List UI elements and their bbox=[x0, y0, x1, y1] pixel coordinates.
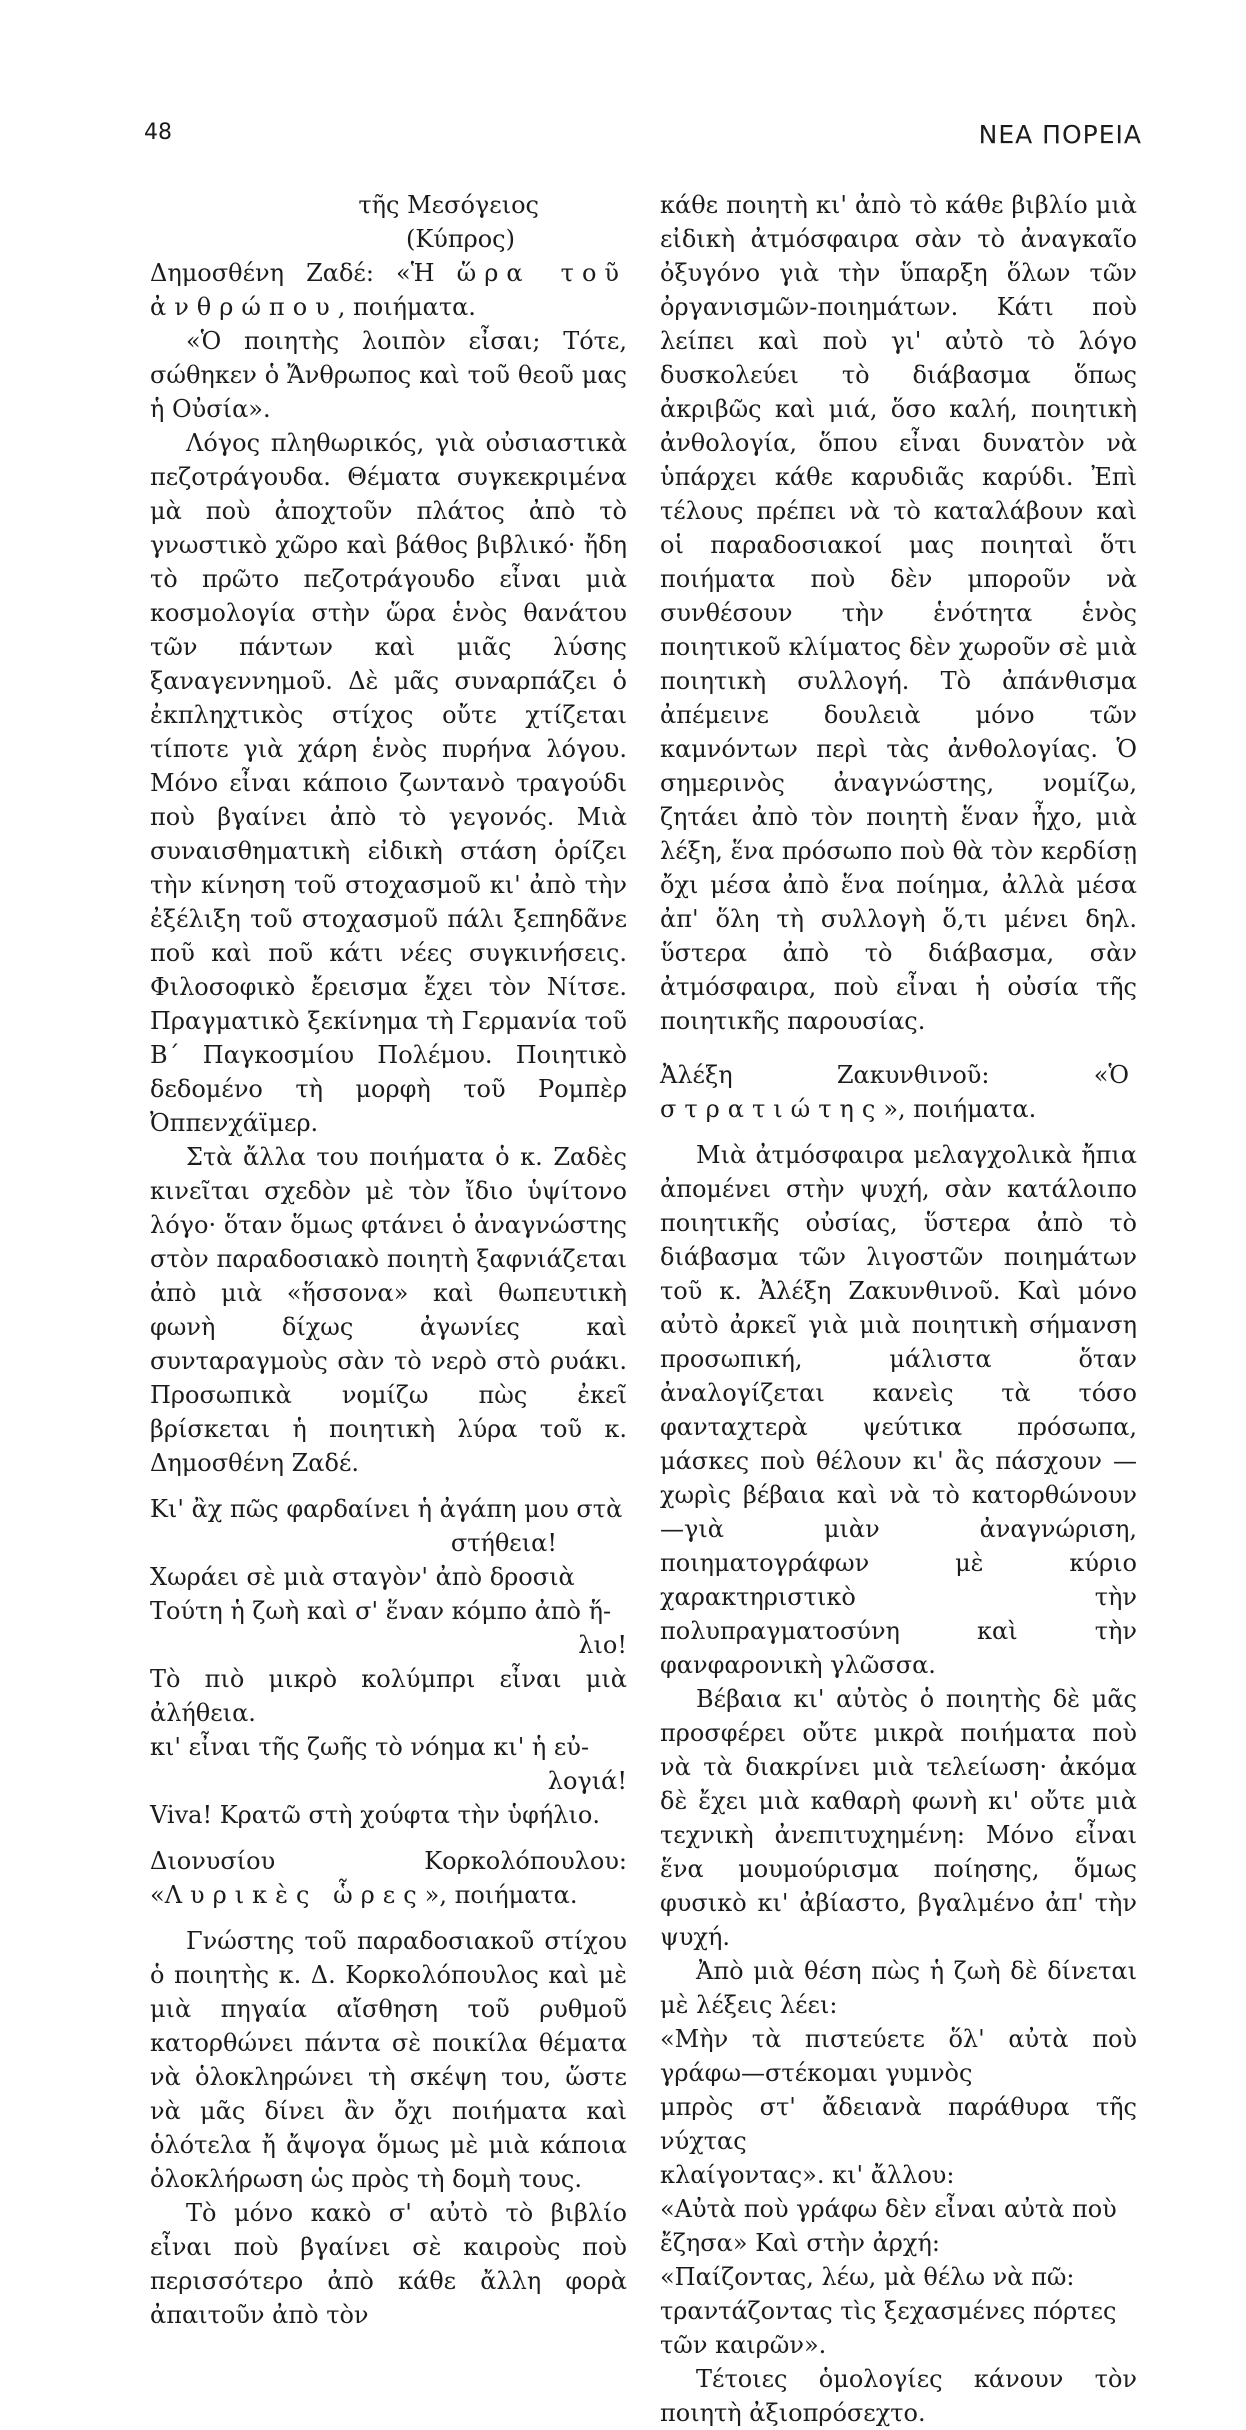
body-paragraph: Στὰ ἄλλα του ποιήματα ὁ κ. Ζαδὲς κινεῖται σχεδὸν μὲ τὸν ἴδιο ὑψίτονο λόγο· ὅταν ὅμως φτάνει ὁ ἀναγνώστης στὸν παραδοσιακὸ ποιητὴ ξαφνιάζεται ἀπὸ μιὰ «ἥσσονα» καὶ θωπευτικὴ φωνὴ δίχως ἀγωνίες καὶ συνταραγμοὺς σὰν τὸ νερὸ στὸ ρυάκι. Προσωπικὰ νομίζω πὼς ἐκεῖ βρίσκεται ἡ ποιητικὴ λύρα τοῦ κ. Δημοσθένη Ζαδέ. bbox=[150, 1143, 627, 1477]
verse-line: λογιά! bbox=[547, 1767, 627, 1795]
author-label: Ἀλέξη Ζακυνθινοῦ: « bbox=[660, 1061, 1109, 1089]
verse-line: τῶν καιρῶν». bbox=[660, 2331, 827, 2359]
body-paragraph: Τὸ μόνο κακὸ σ' αὐτὸ τὸ βιβλίο εἶναι ποὺ βγαίνει σὲ καιροὺς ποὺ περισσότερο ἀπὸ κάθε ἄλλη φορὰ ἀπαιτοῦν ἀπὸ τὸν bbox=[150, 2199, 627, 2329]
verse-line: Χωράει σὲ μιὰ σταγὸν' ἀπὸ δροσιὰ bbox=[150, 1563, 575, 1591]
verse-line: «Παίζοντας, λέω, μὰ θέλω νὰ πῶ: bbox=[660, 2263, 1075, 2291]
heading-suffix: », ποιήματα. bbox=[883, 1095, 1037, 1123]
author-label: Δημοσθένη Ζαδέ: «Ἡ bbox=[150, 259, 435, 287]
review-heading-korkolopoulos bbox=[150, 1844, 627, 1912]
body-paragraph: Τέτοιες ὁμολογίες κάνουν τὸν ποιητὴ ἀξιοπρόσεχτο. bbox=[660, 2365, 1137, 2427]
review-heading-zakynthinos bbox=[660, 1058, 1137, 1126]
verse-line: Κι' ἂχ πῶς φαρδαίνει ἡ ἀγάπη μου στὰ bbox=[150, 1495, 623, 1523]
verse-line: μπρὸς στ' ἄδειανὰ παράθυρα τῆς νύχτας bbox=[660, 2093, 1137, 2155]
heading-suffix: », ποιήματα. bbox=[424, 1881, 578, 1909]
body-paragraph: Βέβαια κι' αὐτὸς ὁ ποιητὴς δὲ μᾶς προσφέρει οὔτε μικρὰ ποιήματα ποὺ νὰ τὰ διακρίνει μιὰ τελείωση· ἀκόμα δὲ ἔχει μιὰ καθαρὴ φωνὴ κι' οὔτε μιὰ τεχνικὴ ἀνεπιτυχημένη: Μόνο εἶναι ἕνα μουμούρισμα ποίησης, ὅμως φυσικὸ κι' ἀβίαστο, βγαλμένο ἀπ' τὴν ψυχή. bbox=[660, 1685, 1137, 1951]
verse-line: τραντάζοντας τὶς ξεχασμένες πόρτες bbox=[660, 2297, 1117, 2325]
heading-suffix: , ποιήματα. bbox=[337, 293, 476, 321]
page-number: 48 bbox=[144, 120, 172, 145]
verse-line: «Μὴν τὰ πιστεύετε ὅλ' αὐτὰ ποὺ γράφω—στέκομαι γυμνὸς bbox=[660, 2025, 1137, 2087]
book-title: Ὁ στρατιώτης bbox=[660, 1061, 1137, 1123]
review-heading-zade bbox=[150, 256, 627, 324]
right-column bbox=[660, 188, 1137, 2430]
verse-line: Viva! Κρατῶ στὴ χούφτα τὴν ὑφήλιο. bbox=[150, 1801, 600, 1829]
quote-paragraph: «Ὁ ποιητὴς λοιπὸν εἶσαι; Τότε, σώθηκεν ὁ Ἄνθρωπος καὶ τοῦ θεοῦ μας ἡ Οὐσία». bbox=[150, 327, 627, 423]
body-paragraph: κάθε ποιητὴ κι' ἀπὸ τὸ κάθε βιβλίο μιὰ εἰδικὴ ἀτμόσφαιρα σὰν τὸ ἀναγκαῖο ὀξυγόνο γιὰ τὴν ὕπαρξη ὅλων τῶν ὀργανισμῶν-ποιημάτων. Κάτι ποὺ λείπει καὶ ποὺ γι' αὐτὸ τὸ λόγο δυσκολεύει τὸ διάβασμα ὅπως ἀκριβῶς καὶ μιά, ὅσο καλή, ποιητικὴ ἀνθολογία, ὅπου εἶναι δυνατὸν νὰ ὑπάρχει κάθε καρυδιᾶς καρύδι. Ἐπὶ τέλους πρέπει νὰ τὸ καταλάβουν καὶ οἱ παραδοσιακοί μας ποιηταὶ ὅτι ποιήματα ποὺ δὲν μποροῦν νὰ συνθέσουν τὴν ἑνότητα ἑνὸς ποιητικοῦ κλίματος δὲν χωροῦν σὲ μιὰ ποιητικὴ συλλογή. Τὸ ἀπάνθισμα ἀπέμεινε δουλειὰ μόνο τῶν καμνόντων περὶ τὰς ἀνθολογίας. Ὁ σημερινὸς ἀναγνώστης, νομίζω, ζητάει ἀπὸ τὸν ποιητὴ ἕναν ἦχο, μιὰ λέξη, ἕνα πρόσωπο ποὺ θὰ τὸν κερδίσῃ ὄχι μέσα ἀπὸ ἕνα ποίημα, ἀλλὰ μέσα ἀπ' ὅλη τὴ συλλογὴ ὅ,τι μένει δηλ. ὕστερα ἀπὸ τὸ διάβασμα, σὰν ἀτμόσφαιρα, ποὺ εἶναι ἡ οὐσία τῆς ποιητικῆς παρουσίας. bbox=[660, 191, 1137, 1035]
left-column bbox=[150, 188, 627, 2332]
verse-line: ἔζησα» Καὶ στὴν ἀρχή: bbox=[660, 2229, 940, 2257]
verse-line: Τούτη ἡ ζωὴ καὶ σ' ἕναν κόμπο ἀπὸ ἥ- bbox=[150, 1597, 612, 1625]
journal-title: ΝΕΑ ΠΟΡΕΙΑ bbox=[978, 120, 1142, 149]
page-header bbox=[144, 120, 1142, 160]
origin-line: τῆς Μεσόγειος bbox=[358, 191, 539, 219]
verse-line: κλαίγοντας». κι' ἄλλου: bbox=[660, 2161, 955, 2189]
book-title: Λυρικὲς ὧρες bbox=[164, 1881, 425, 1909]
verse-line: «Αὐτὰ ποὺ γράφω δὲν εἶναι αὐτὰ ποὺ bbox=[660, 2195, 1117, 2223]
verse-line: κι' εἶναι τῆς ζωῆς τὸ νόημα κι' ἡ εὐ- bbox=[150, 1733, 590, 1761]
book-title: ὥρα τοῦ ἀνθρώπου bbox=[150, 259, 627, 321]
body-paragraph: Ἀπὸ μιὰ θέση πὼς ἡ ζωὴ δὲ δίνεται μὲ λέξεις λέει: bbox=[660, 1957, 1137, 2019]
author-label: Διονυσίου Κορκολόπουλου: « bbox=[150, 1847, 627, 1909]
origin-line: (Κύπρος) bbox=[405, 225, 515, 253]
verse-line: Τὸ πιὸ μικρὸ κολύμπρι εἶναι μιὰ ἀλήθεια. bbox=[150, 1665, 627, 1727]
body-paragraph: Μιὰ ἀτμόσφαιρα μελαγχολικὰ ἤπια ἀπομένει στὴν ψυχή, σὰν κατάλοιπο ποιητικῆς οὐσίας, ὕστερα ἀπὸ τὸ διάβασμα τῶν λιγοστῶν ποιημάτων τοῦ κ. Ἀλέξη Ζακυνθινοῦ. Καὶ μόνο αὐτὸ ἀρκεῖ γιὰ μιὰ ποιητικὴ σήμανση προσωπική, μάλιστα ὅταν ἀναλογίζεται κανεὶς τὰ τόσο φανταχτερὰ ψεύτικα πρόσωπα, μάσκες ποὺ θέλουν κι' ἂς πάσχουν — χωρὶς βέβαια καὶ νὰ τὸ κατορθώνουν—γιὰ μιὰν ἀναγνώριση, ποιηματογράφων μὲ κύριο χαρακτηριστικὸ τὴν πολυπραγματοσύνη καὶ τὴν φανφαρονικὴ γλῶσσα. bbox=[660, 1141, 1137, 1679]
verse-line: λιο! bbox=[578, 1631, 627, 1659]
body-paragraph: Γνώστης τοῦ παραδοσιακοῦ στίχου ὁ ποιητὴς κ. Δ. Κορκολόπουλος καὶ μὲ μιὰ πηγαία αἴσθηση τοῦ ρυθμοῦ κατορθώνει πάντα σὲ ποικίλα θέματα νὰ ὁλοκληρώνει τὴ σκέψη του, ὥστε νὰ μᾶς δίνει ἂν ὄχι ποιήματα καὶ ὁλότελα ἤ ἄψογα ὅμως μὲ μιὰ κάποια ὁλοκλήρωση ὡς πρὸς τὴ δομὴ τους. bbox=[150, 1927, 627, 2193]
verse-line: στήθεια! bbox=[450, 1529, 557, 1557]
body-paragraph: Λόγος πληθωρικός, γιὰ οὐσιαστικὰ πεζοτράγουδα. Θέματα συγκεκριμένα μὰ ποὺ ἀποχτοῦν πλάτος ἀπὸ τὸ γνωστικὸ χῶρο καὶ βάθος βιβλικό· ἤδη τὸ πρῶτο πεζοτράγουδο εἶναι μιὰ κοσμολογία στὴν ὥρα ἑνὸς θανάτου τῶν πάντων καὶ μιᾶς λύσης ξαναγεννημοῦ. Δὲ μᾶς συναρπάζει ὁ ἐκπληχτικὸς στίχος οὔτε χτίζεται τίποτε γιὰ χάρη ἑνὸς πυρήνα λόγου. Μόνο εἶναι κάποιο ζωντανὸ τραγούδι ποὺ βγαίνει ἀπὸ τὸ γεγονός. Μιὰ συναισθηματικὴ εἰδικὴ στάση ὁρίζει τὴν κίνηση τοῦ στοχασμοῦ κι' ἀπὸ τὴν ἐξέλιξη τοῦ στοχασμοῦ πάλι ξεπηδᾶνε ποῦ καὶ ποῦ κάτι νέες συγκινήσεις. Φιλοσοφικὸ ἔρεισμα ἔχει τὸν Νίτσε. Πραγματικὸ ξεκίνημα τὴ Γερμανία τοῦ Β΄ Παγκοσμίου Πολέμου. Ποιητικὸ δεδομένο τὴ μορφὴ τοῦ Ρομπὲρ Ὀππενχάϊμερ. bbox=[150, 429, 627, 1137]
